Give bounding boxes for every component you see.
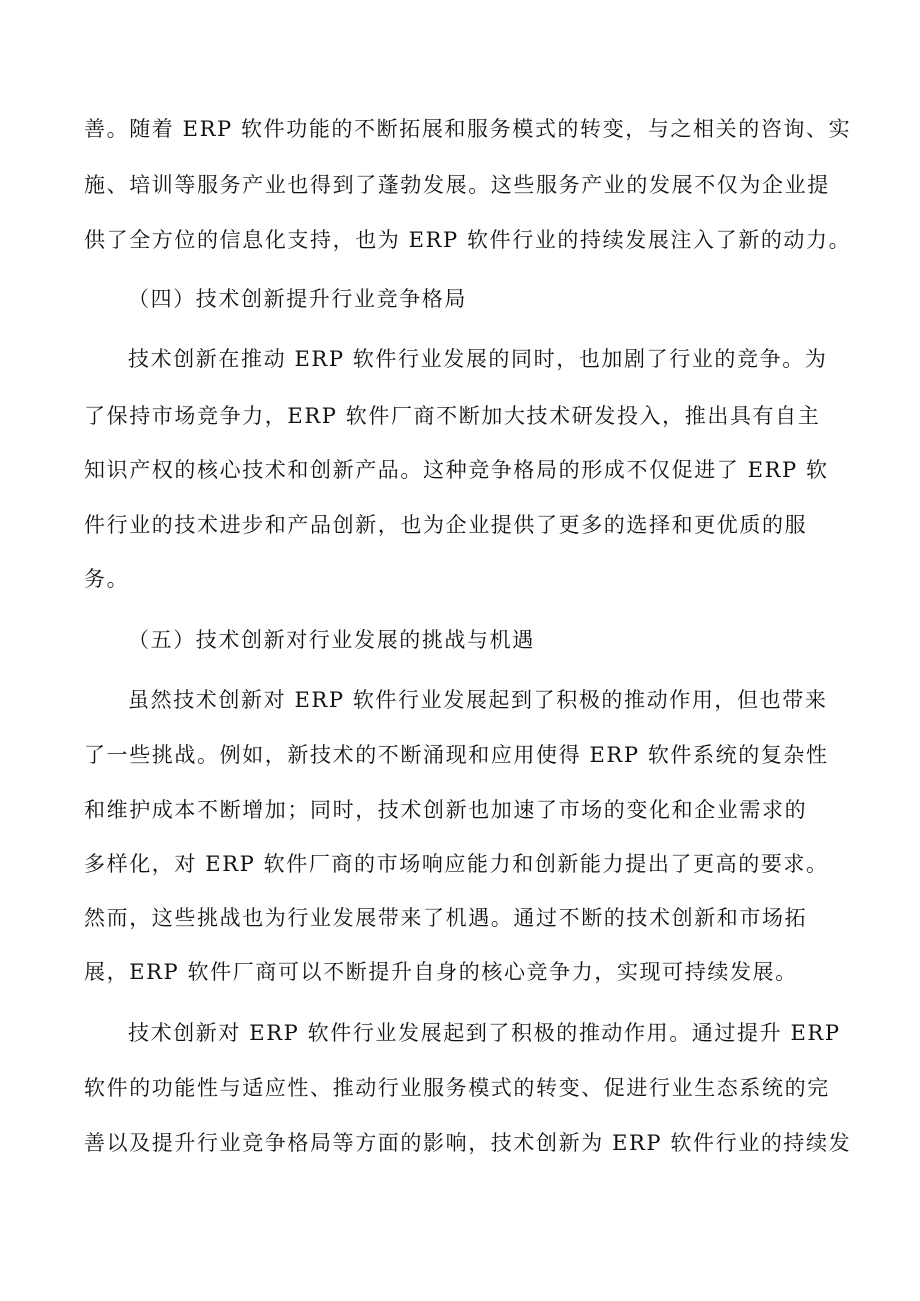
paragraph-line: 多样化，对 ERP 软件厂商的市场响应能力和创新能力提出了更高的要求。 — [84, 852, 829, 876]
paragraph-line: 知识产权的核心技术和创新产品。这种竞争格局的形成不仅促进了 ERP 软 — [84, 458, 829, 482]
paragraph-line: 虽然技术创新对 ERP 软件行业发展起到了积极的推动作用，但也带来 — [128, 688, 828, 712]
paragraph-line: 供了全方位的信息化支持，也为 ERP 软件行业的持续发展注入了新的动力。 — [84, 228, 852, 252]
paragraph-line: 了保持市场竞争力，ERP 软件厂商不断加大技术研发投入，推出具有自主 — [84, 404, 821, 428]
paragraph-line: 善以及提升行业竞争格局等方面的影响，技术创新为 ERP 软件行业的持续发 — [84, 1131, 852, 1155]
paragraph-line: 展，ERP 软件厂商可以不断提升自身的核心竞争力，实现可持续发展。 — [84, 960, 798, 984]
paragraph-line: 技术创新在推动 ERP 软件行业发展的同时，也加剧了行业的竞争。为 — [128, 347, 828, 371]
section-heading: （五）技术创新对行业发展的挑战与机遇 — [128, 628, 535, 652]
section-heading: （四）技术创新提升行业竞争格局 — [128, 287, 467, 311]
paragraph-line: 善。随着 ERP 软件功能的不断拓展和服务模式的转变，与之相关的咨询、实 — [84, 117, 852, 141]
paragraph-line: 技术创新对 ERP 软件行业发展起到了积极的推动作用。通过提升 ERP — [128, 1021, 841, 1045]
paragraph-line: 然而，这些挑战也为行业发展带来了机遇。通过不断的技术创新和市场拓 — [84, 906, 808, 930]
paragraph-line: 和维护成本不断增加；同时，技术创新也加速了市场的变化和企业需求的 — [84, 798, 808, 822]
paragraph-line: 务。 — [84, 567, 130, 591]
paragraph-line: 施、培训等服务产业也得到了蓬勃发展。这些服务产业的发展不仅为企业提 — [84, 173, 830, 197]
paragraph-line: 了一些挑战。例如，新技术的不断涌现和应用使得 ERP 软件系统的复杂性 — [84, 743, 829, 767]
paragraph-line: 软件的功能性与适应性、推动行业服务模式的转变、促进行业生态系统的完 — [84, 1076, 830, 1100]
paragraph-line: 件行业的技术进步和产品创新，也为企业提供了更多的选择和更优质的服 — [84, 513, 808, 537]
